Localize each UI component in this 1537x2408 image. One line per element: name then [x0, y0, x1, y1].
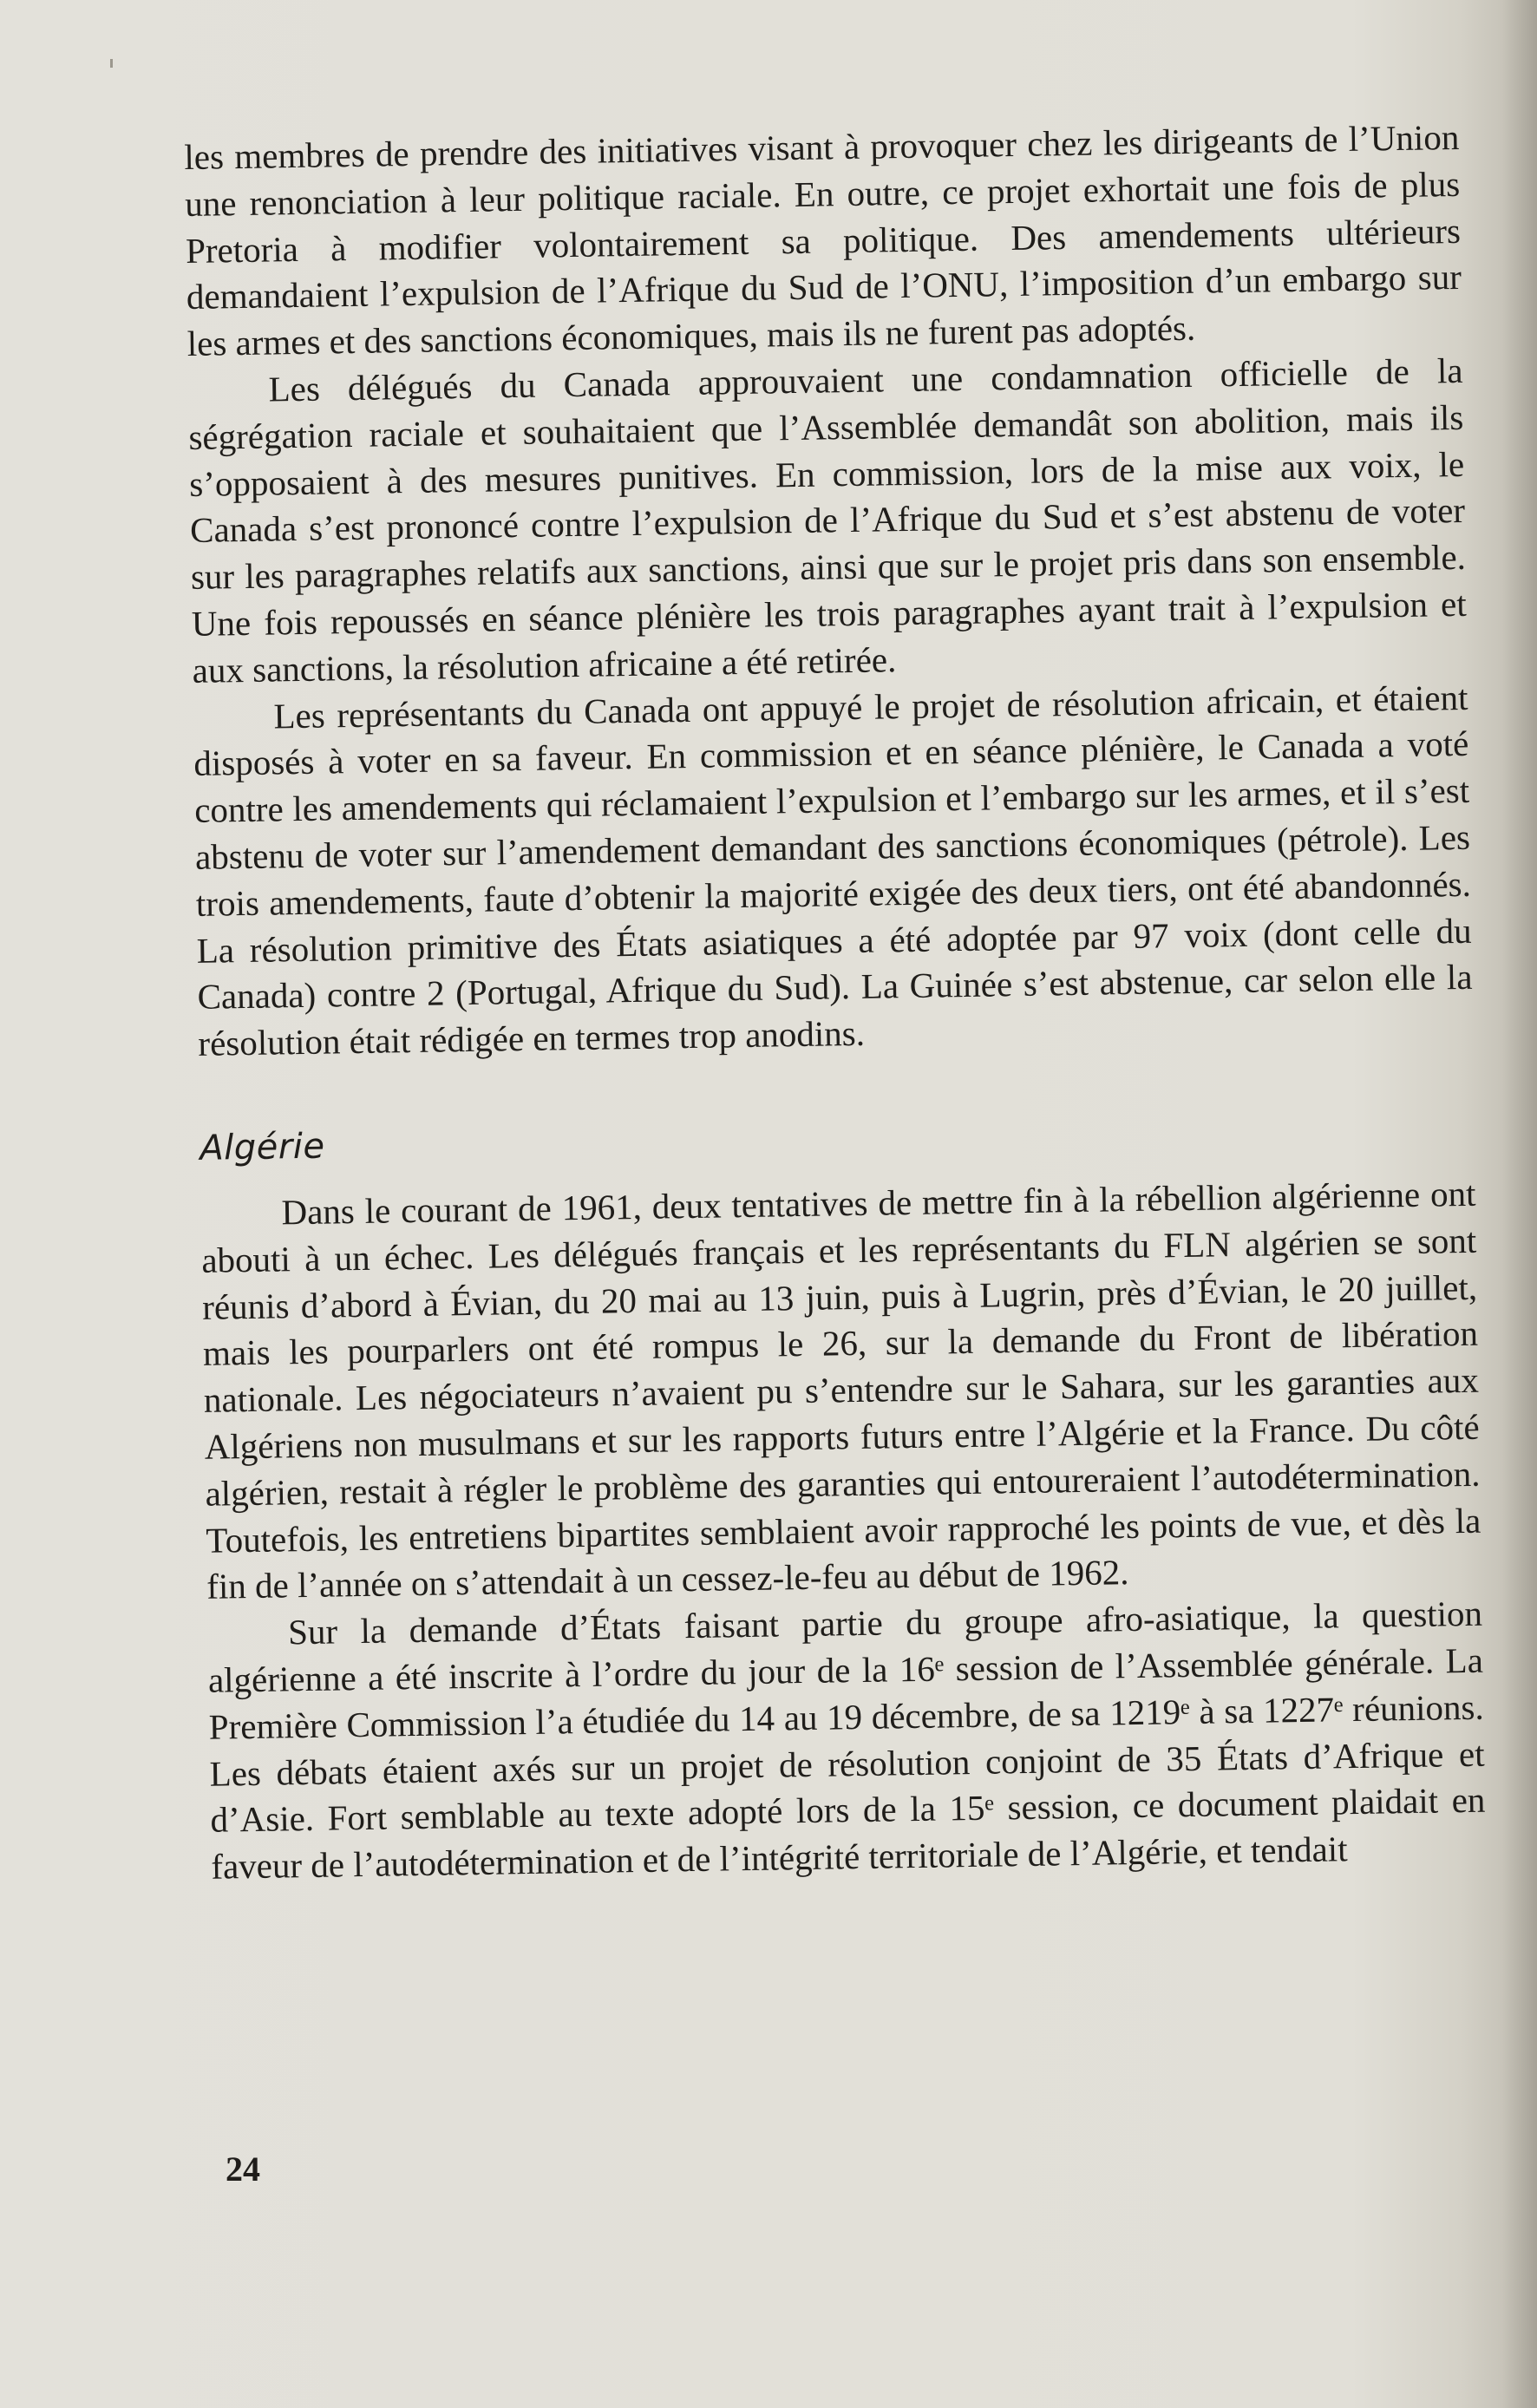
section-heading: Algérie [199, 1126, 325, 1168]
page-speck [110, 59, 113, 68]
paragraph-canada-position: Les délégués du Canada approuvaient une condamnation officielle de la ségrégation raciale et souhaitaient que l’Assemblée demandât son abolition, mais ils s’opposaient à des mesures punitives. En commission, lors de la mise aux voix, le Canada s’est prononcé contre l’expulsion de l’Afrique du Sud et s’est abstenu de voter sur les paragraphes relatifs aux sanctions, ainsi que sur le projet pris dans son ensemble. Une fois repoussés en séance plénière les trois paragraphes ayant trait à l’expulsion et aux sanctions, la résolution africaine a été retirée. [188, 350, 1468, 690]
page-edge-shadow [1502, 0, 1537, 2408]
paragraph-canada-vote: Les représentants du Canada ont appuyé le projet de résolution africain, et étaient disposés à voter en sa faveur. En commission et en séance plénière, le Canada a voté contre les amendements qui réclamaient l’expulsion et l’embargo sur les armes, et il s’est abstenu de voter sur l’amendement demandant des sanctions économiques (pétrole). Les trois amendements, faute d’obtenir la majorité exigée des deux tiers, ont été abandonnés. La résolution primitive des États asiatiques a été adoptée par 97 voix (dont celle du Canada) contre 2 (Portugal, Afrique du Sud). La Guinée s’est abstenue, car selon elle la résolution était rédigée en termes trop anodins. [193, 677, 1473, 1064]
page-number: 24 [226, 2150, 260, 2189]
text-body [184, 115, 1487, 1891]
paragraph-continued: les membres de prendre des initiatives visant à provoquer chez les dirigeants de l’Union une renonciation à leur politique raciale. En outre, ce projet exhortait une fois de plus Pretoria à modifier volontairement sa politique. Des amendements ultérieurs demandaient l’expulsion de l’Afrique du Sud de l’ONU, l’imposition d’un embargo sur les armes et des sanctions économiques, mais ils ne furent pas adoptés. [184, 116, 1462, 364]
paragraph-algeria-negotiations: Dans le courant de 1961, deux tentatives de mettre fin à la rébellion algérienne ont abouti à un échec. Les délégués français et les représentants du FLN algérien se sont réunis d’abord à Évian, du 20 mai au 13 juin, puis à Lugrin, près d’Évian, le 20 juillet, mais les pourparlers ont été rompus le 26, sur la demande du Front de libération nationale. Les négociateurs n’avaient pu s’entendre sur le Sahara, sur les garanties aux Algériens non musulmans et sur les rapports futurs entre l’Algérie et la France. Du côté algérien, restait à régler le problème des garanties qui entoureraient l’autodétermination. Toutefois, les entretiens bipartites semblaient avoir rapproché les points de vue, et dès la fin de l’année on s’attendait à un cessez-le-feu au début de 1962. [201, 1173, 1481, 1607]
paragraph-algeria-assembly: Sur la demande d’États faisant partie du groupe afro-asiatique, la question algérienne a été inscrite à l’ordre du jour de la 16ᵉ session de l’Assemblée générale. La Première Commission l’a étudiée du 14 au 19 décembre, de sa 1219ᵉ à sa 1227ᵉ réunions. Les débats étaient axés sur un projet de résolution conjoint de 35 États d’Afrique et d’Asie. Fort semblable au texte adopté lors de la 15ᵉ session, ce document plaidait en faveur de l’autodétermination et de l’intégrité territoriale de l’Algérie, et tendait [207, 1593, 1486, 1887]
